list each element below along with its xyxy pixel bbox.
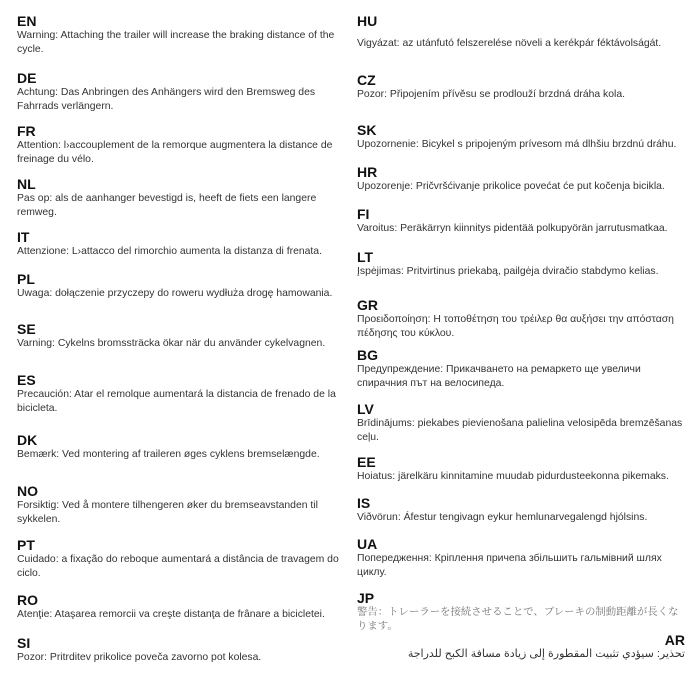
- warning-text: Varning: Cykelns bromssträcka ökar när du använder cykelvagnen.: [17, 338, 326, 349]
- warning-text: Pozor: Pritrditev prikolice poveča zavorno pot kolesa.: [17, 652, 262, 663]
- warning-pl: [17, 272, 347, 301]
- warning-bg: [357, 348, 687, 390]
- language-code: EN: [17, 13, 37, 29]
- language-code: SE: [17, 321, 36, 337]
- warning-lv: [357, 402, 687, 444]
- warning-text: Προειδοποίηση: Η τοποθέτηση του τρέιλερ θα αυξήσει την απόσταση πέδησης του κύκλου.: [357, 314, 674, 339]
- warning-text: Предупреждение: Прикачването на ремаркето ще увеличи спирачния път на велосипеда.: [357, 364, 641, 389]
- warning-text: Uwaga: dołączenie przyczepy do roweru wydłuża drogę hamowania.: [17, 288, 333, 299]
- warning-text: Bemærk: Ved montering af traileren øges cyklens bremselængde.: [17, 449, 320, 460]
- warning-gr: [357, 298, 687, 340]
- language-code: NL: [17, 176, 36, 192]
- language-code: BG: [357, 347, 378, 363]
- warning-si: [17, 636, 347, 665]
- warning-text: Попередження: Кріплення причепа збільшить гальмівний шлях циклу.: [357, 553, 662, 578]
- warning-text: Pas op: als de aanhanger bevestigd is, heeft de fiets een langere remweg.: [17, 193, 317, 218]
- language-code: JP: [357, 590, 375, 606]
- language-code: IT: [17, 229, 30, 245]
- warning-text: Warning: Attaching the trailer will increase the braking distance of the cycle.: [17, 30, 335, 55]
- language-code: HR: [357, 164, 378, 180]
- language-code: PL: [17, 271, 35, 287]
- warning-es: [17, 373, 347, 415]
- warning-no: [17, 484, 347, 526]
- language-code: ES: [17, 372, 36, 388]
- warning-sk: [357, 123, 687, 152]
- warning-text: Įspėjimas: Pritvirtinus priekabą, pailgėja dviračio stabdymo kelias.: [357, 266, 659, 277]
- language-code: FR: [17, 123, 36, 139]
- warning-text: Vigyázat: az utánfutó felszerelése növeli a kerékpár féktávolságát.: [357, 38, 662, 49]
- warning-hu: [357, 14, 687, 51]
- warning-de: [17, 71, 347, 113]
- language-code: HU: [357, 13, 378, 29]
- language-code: UA: [357, 536, 378, 552]
- warning-text: 警告：トレーラーを接続させることで、ブレーキの制動距離が長くなります。: [357, 607, 679, 632]
- language-code: IS: [357, 495, 371, 511]
- warning-text: Brīdinājums: piekabes pievienošana palielina velosipēda bremzēšanas ceļu.: [357, 418, 683, 443]
- language-code: DK: [17, 432, 38, 448]
- language-code: RO: [17, 592, 38, 608]
- language-code: DE: [17, 70, 37, 86]
- warning-ar: [355, 633, 685, 662]
- warning-ua: [357, 537, 687, 579]
- language-code: PT: [17, 537, 35, 553]
- language-code: LT: [357, 249, 374, 265]
- warning-text: Cuidado: a fixação do reboque aumentará a distância de travagem do ciclo.: [17, 554, 339, 579]
- warning-text: Viðvörun: Áfestur tengivagn eykur hemlunarvegalengd hjólsins.: [357, 512, 648, 523]
- warning-text: Upozorenje: Pričvršćivanje prikolice povećat će put kočenja bicikla.: [357, 181, 665, 192]
- language-code: LV: [357, 401, 374, 417]
- warning-text: Hoiatus: järelkäru kinnitamine muudab pidurdusteekonna pikemaks.: [357, 471, 669, 482]
- warning-ro: [17, 593, 347, 622]
- warning-jp: [357, 591, 687, 633]
- warning-text: Forsiktig: Ved å montere tilhengeren øker du bremseavstanden til sykkelen.: [17, 500, 318, 525]
- language-code: SK: [357, 122, 377, 138]
- warning-dk: [17, 433, 347, 462]
- warning-fi: [357, 207, 687, 236]
- warning-ee: [357, 455, 687, 484]
- warning-hr: [357, 165, 687, 194]
- warning-nl: [17, 177, 347, 219]
- warning-text: Varoitus: Peräkärryn kiinnitys pidentää polkupyörän jarrutusmatkaa.: [357, 223, 668, 234]
- warning-text: Achtung: Das Anbringen des Anhängers wird den Bremsweg des Fahrrads verlängern.: [17, 87, 316, 112]
- language-code: SI: [17, 635, 31, 651]
- language-code: AR: [664, 632, 685, 648]
- warning-fr: [17, 124, 347, 166]
- warning-cz: [357, 73, 687, 102]
- warning-text: Attenzione: L›attacco del rimorchio aumenta la distanza di frenata.: [17, 246, 322, 257]
- warning-se: [17, 322, 347, 351]
- warning-is: [357, 496, 687, 525]
- warning-text: Pozor: Připojením přívěsu se prodlouží brzdná dráha kola.: [357, 89, 625, 100]
- language-code: EE: [357, 454, 376, 470]
- warning-lt: [357, 250, 687, 279]
- warning-it: [17, 230, 347, 259]
- warning-text: Atenţie: Ataşarea remorcii va creşte distanţa de frânare a bicicletei.: [17, 609, 325, 620]
- warning-text: Attention: l›accouplement de la remorque augmentera la distance de freinage du vélo.: [17, 140, 333, 165]
- language-code: NO: [17, 483, 38, 499]
- warning-text: Upozornenie: Bicykel s pripojeným prívesom má dlhšiu brzdnú dráhu.: [357, 139, 677, 150]
- language-code: FI: [357, 206, 370, 222]
- language-code: CZ: [357, 72, 376, 88]
- warning-text: Precaución: Atar el remolque aumentará la distancia de frenado de la bicicleta.: [17, 389, 336, 414]
- warning-text: تحذير: سيؤدي تثبيت المقطورة إلى زيادة مسافة الكبح للدراجة: [407, 648, 685, 660]
- warning-pt: [17, 538, 347, 580]
- language-code: GR: [357, 297, 378, 313]
- warning-en: [17, 14, 347, 56]
